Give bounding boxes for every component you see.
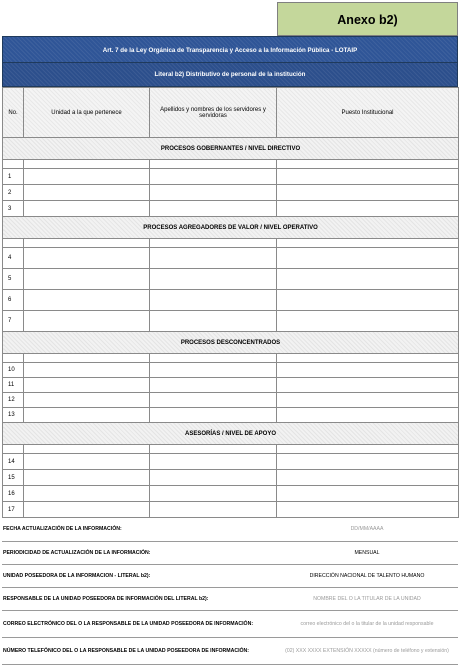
spacer-cell: [150, 354, 277, 363]
puesto-cell: [277, 470, 459, 486]
table-row: [3, 454, 459, 470]
header-puesto: Puesto Institucional: [277, 88, 459, 138]
row-number: 11: [3, 378, 24, 393]
puesto-cell: [277, 393, 459, 408]
apellidos-cell: [150, 502, 277, 518]
spacer-cell: [150, 160, 277, 169]
spacer-cell: [3, 354, 24, 363]
section-title: PROCESOS GOBERNANTES / NIVEL DIRECTIVO: [3, 138, 459, 160]
unidad-cell: [24, 393, 150, 408]
table-row: [3, 408, 459, 423]
spacer-cell: [277, 239, 459, 248]
unidad-cell: [24, 486, 150, 502]
footer-value: DIRECCIÓN NACIONAL DE TALENTO HUMANO: [276, 564, 458, 587]
spacer-cell: [24, 354, 150, 363]
unidad-cell: [24, 185, 150, 201]
unidad-cell: [24, 470, 150, 486]
section-title: ASESORÍAS / NIVEL DE APOYO: [3, 423, 459, 445]
row-number: 7: [3, 311, 24, 332]
section-header: [3, 138, 459, 160]
spacer-cell: [3, 239, 24, 248]
spacer-cell: [277, 445, 459, 454]
header-apellidos: [150, 88, 277, 138]
apellidos-cell: [150, 248, 277, 269]
section-spacer: [3, 160, 459, 169]
table-row: [3, 486, 459, 502]
header-unidad: Unidad a la que pertenece: [24, 88, 150, 138]
footer-label: PERIODICIDAD DE ACTUALIZACIÓN DE LA INFORMACIÓN:: [2, 541, 276, 564]
section-header: [3, 423, 459, 445]
footer-label: NÚMERO TELEFÓNICO DEL O LA RESPONSABLE DE LA UNIDAD POSEEDORA DE INFORMACIÓN:: [2, 637, 276, 664]
table-row: [3, 502, 459, 518]
spacer-cell: [150, 239, 277, 248]
unidad-cell: [24, 454, 150, 470]
footer-row: [2, 587, 458, 610]
row-number: 13: [3, 408, 24, 423]
unidad-cell: [24, 248, 150, 269]
row-number: 15: [3, 470, 24, 486]
footer-value: DD/MM/AAAA: [276, 518, 458, 541]
puesto-cell: [277, 363, 459, 378]
apellidos-cell: [150, 269, 277, 290]
puesto-cell: [277, 248, 459, 269]
footer-row: [2, 541, 458, 564]
unidad-cell: [24, 269, 150, 290]
section-header: [3, 217, 459, 239]
footer-info-table: [2, 518, 458, 665]
spacer-cell: [3, 445, 24, 454]
row-number: 17: [3, 502, 24, 518]
document-title: Art. 7 de la Ley Orgánica de Transparencia y Acceso a la Información Pública - LOTAIP: [2, 36, 458, 63]
unidad-cell: [24, 408, 150, 423]
puesto-cell: [277, 185, 459, 201]
apellidos-cell: [150, 454, 277, 470]
section-title: PROCESOS AGREGADORES DE VALOR / NIVEL OPERATIVO: [3, 217, 459, 239]
spacer-cell: [150, 445, 277, 454]
spacer-cell: [24, 239, 150, 248]
row-number: 1: [3, 169, 24, 185]
apellidos-cell: [150, 185, 277, 201]
unidad-cell: [24, 502, 150, 518]
puesto-cell: [277, 454, 459, 470]
section-spacer: [3, 445, 459, 454]
table-row: [3, 378, 459, 393]
footer-row: [2, 610, 458, 637]
footer-row: [2, 637, 458, 664]
puesto-cell: [277, 290, 459, 311]
apellidos-cell: [150, 486, 277, 502]
apellidos-cell: [150, 201, 277, 217]
section-title: PROCESOS DESCONCENTRADOS: [3, 332, 459, 354]
table-row: [3, 248, 459, 269]
table-row: [3, 201, 459, 217]
footer-row: [2, 518, 458, 541]
unidad-cell: [24, 311, 150, 332]
table-row: [3, 311, 459, 332]
table-row: [3, 169, 459, 185]
footer-value: NOMBRE DEL O LA TITULAR DE LA UNIDAD: [276, 587, 458, 610]
row-number: 3: [3, 201, 24, 217]
row-number: 10: [3, 363, 24, 378]
row-number: 2: [3, 185, 24, 201]
row-number: 14: [3, 454, 24, 470]
puesto-cell: [277, 311, 459, 332]
puesto-cell: [277, 269, 459, 290]
table-row: [3, 185, 459, 201]
puesto-cell: [277, 486, 459, 502]
section-spacer: [3, 239, 459, 248]
row-number: 12: [3, 393, 24, 408]
footer-label: RESPONSABLE DE LA UNIDAD POSEEDORA DE INFORMACIÓN DEL LITERAL b2):: [2, 587, 276, 610]
apellidos-cell: [150, 311, 277, 332]
transparency-sheet: [2, 2, 458, 665]
puesto-cell: [277, 201, 459, 217]
unidad-cell: [24, 363, 150, 378]
unidad-cell: [24, 378, 150, 393]
footer-label: FECHA ACTUALIZACIÓN DE LA INFORMACIÓN:: [2, 518, 276, 541]
table-row: [3, 269, 459, 290]
apellidos-cell: [150, 363, 277, 378]
apellidos-cell: [150, 378, 277, 393]
annex-label: Anexo b2): [277, 2, 458, 36]
puesto-cell: [277, 408, 459, 423]
footer-value: correo electrónico del o la titular de la unidad responsable: [276, 610, 458, 637]
footer-label: UNIDAD POSEEDORA DE LA INFORMACION - LITERAL b2):: [2, 564, 276, 587]
footer-label: CORREO ELECTRÓNICO DEL O LA RESPONSABLE DE LA UNIDAD POSEEDORA DE INFORMACIÓN:: [2, 610, 276, 637]
footer-row: [2, 564, 458, 587]
apellidos-cell: [150, 408, 277, 423]
unidad-cell: [24, 290, 150, 311]
table-row: [3, 290, 459, 311]
puesto-cell: [277, 378, 459, 393]
row-number: 16: [3, 486, 24, 502]
table-row: [3, 393, 459, 408]
puesto-cell: [277, 502, 459, 518]
document-subtitle: Literal b2) Distributivo de personal de la institución: [2, 63, 458, 87]
section-spacer: [3, 354, 459, 363]
table-row: [3, 470, 459, 486]
unidad-cell: [24, 169, 150, 185]
row-number: 4: [3, 248, 24, 269]
annex-row: [2, 2, 458, 36]
apellidos-cell: [150, 393, 277, 408]
apellidos-cell: [150, 290, 277, 311]
spacer-cell: [277, 160, 459, 169]
personnel-table: [2, 87, 459, 518]
row-number: 5: [3, 269, 24, 290]
header-no: No.: [3, 88, 24, 138]
footer-value: (02) XXX XXXX EXTENSIÓN XXXXX (número de teléfono y extensión): [276, 637, 458, 664]
header-row: [3, 88, 459, 138]
spacer-cell: [3, 160, 24, 169]
header-apellidos-line1: Apellidos y nombres de los servidores y: [160, 106, 266, 113]
footer-value: MENSUAL: [276, 541, 458, 564]
header-apellidos-line2: servidoras: [199, 112, 227, 119]
apellidos-cell: [150, 169, 277, 185]
spacer-cell: [24, 445, 150, 454]
row-number: 6: [3, 290, 24, 311]
puesto-cell: [277, 169, 459, 185]
unidad-cell: [24, 201, 150, 217]
section-header: [3, 332, 459, 354]
table-row: [3, 363, 459, 378]
apellidos-cell: [150, 470, 277, 486]
spacer-cell: [24, 160, 150, 169]
spacer-cell: [277, 354, 459, 363]
